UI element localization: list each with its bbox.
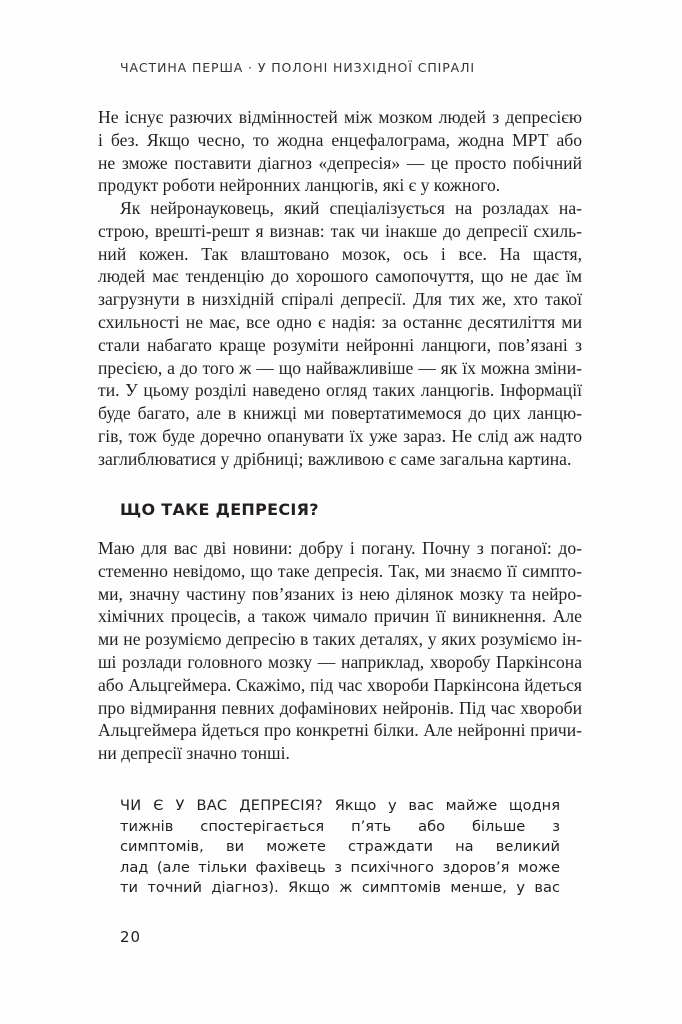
sidebar-line — [120, 796, 560, 817]
text-line: Як нейронауковець, який спеціалізується на розладах на- — [120, 198, 582, 218]
text-line: ти. У цьому розділі наведено огляд таких ланцюгів. Інформації — [98, 380, 582, 401]
paragraph-1 — [98, 106, 582, 197]
text-line: людей має тенденцію до хорошого самопочуття, що не дає їм — [98, 266, 582, 287]
text-line: ші розлади головного мозку — наприклад, хворобу Паркінсона — [98, 651, 582, 672]
text-line: Маю для вас дві новини: добру і погану. Почну з поганої: до- — [98, 538, 582, 558]
sidebar-lead: ЧИ Є У ВАС ДЕПРЕСІЯ? — [120, 797, 323, 814]
sidebar-note — [120, 796, 560, 899]
sidebar-line: лад (але тільки фахівець з психічного здоров’я може — [120, 858, 560, 876]
running-head: ЧАСТИНА ПЕРША · У ПОЛОНІ НИЗХІДНОЇ СПІРАЛІ — [120, 60, 476, 75]
text-line: ний кожен. Так влаштовано мозок, ось і все. На щастя, — [98, 243, 582, 264]
text-line: буде багато, але в книжці ми повертатимемося до цих ланцю- — [98, 403, 582, 424]
text-line: заглиблюватися у дрібниці; важливою є саме загальна картина. — [98, 448, 572, 469]
text-line: гів, тож буде доречно опанувати їх уже зараз. Не слід аж надто — [98, 425, 582, 446]
page-number: 20 — [120, 928, 142, 946]
text-line: строю, врешті-решт я визнав: так чи інакше до депресії схиль- — [98, 220, 582, 241]
sidebar-line: симптомів, ви можете страждати на великий — [120, 838, 560, 856]
sidebar-line: ти точний діагноз). Якщо ж симптомів менше, у вас — [120, 879, 560, 897]
text-line: продукт роботи нейронних ланцюгів, які є у кожного. — [98, 175, 501, 196]
text-line: схильності не має, все одно є надія: за останнє десятиліття ми — [98, 311, 582, 332]
text-line: ни депресії значно тонші. — [98, 743, 290, 764]
text-line: Не існує разючих відмінностей між мозком людей з депресією — [98, 107, 582, 127]
paragraph-3 — [98, 537, 582, 765]
text-line: стали набагато краще розуміти нейронні ланцюги, пов’язані з — [98, 334, 582, 355]
text-line: і без. Якщо чесно, то жодна енцефалограма, жодна МРТ або — [98, 129, 582, 150]
sidebar-first-line: Якщо у вас майже щодня — [334, 797, 560, 814]
text-line: загрузнути в низхідній спіралі депресії. Для тих же, хто такої — [98, 289, 582, 310]
text-line: або Альцгеймера. Скажімо, під час хвороби Паркінсона йдеться — [98, 674, 582, 695]
text-line: хімічних процесів, а також чимало причин її виникнення. Але — [98, 606, 582, 627]
text-line: ми, значну частину пов’язаних із нею ділянок мозку та нейро- — [98, 583, 582, 604]
text-line: ми не розуміємо депресію в таких деталях, у яких розуміємо ін- — [98, 629, 582, 650]
paragraph-2 — [98, 197, 582, 471]
text-line: не зможе поставити діагноз «депресія» — це просто побічний — [98, 152, 582, 173]
text-line: пресією, а до того ж — що найважливіше — як їх можна зміни- — [98, 357, 582, 378]
sidebar-line: тижнів спостерігається п’ять або більше з — [120, 817, 560, 835]
section-heading: ЩО ТАКЕ ДЕПРЕСІЯ? — [120, 500, 319, 519]
text-line: Альцгеймера йдеться про конкретні білки. Але нейронні причи- — [98, 720, 582, 741]
text-line: про відмирання певних дофамінових нейронів. Під час хвороби — [98, 697, 582, 718]
text-line: стеменно невідомо, що таке депресія. Так, ми знаємо її симпто- — [98, 560, 582, 581]
